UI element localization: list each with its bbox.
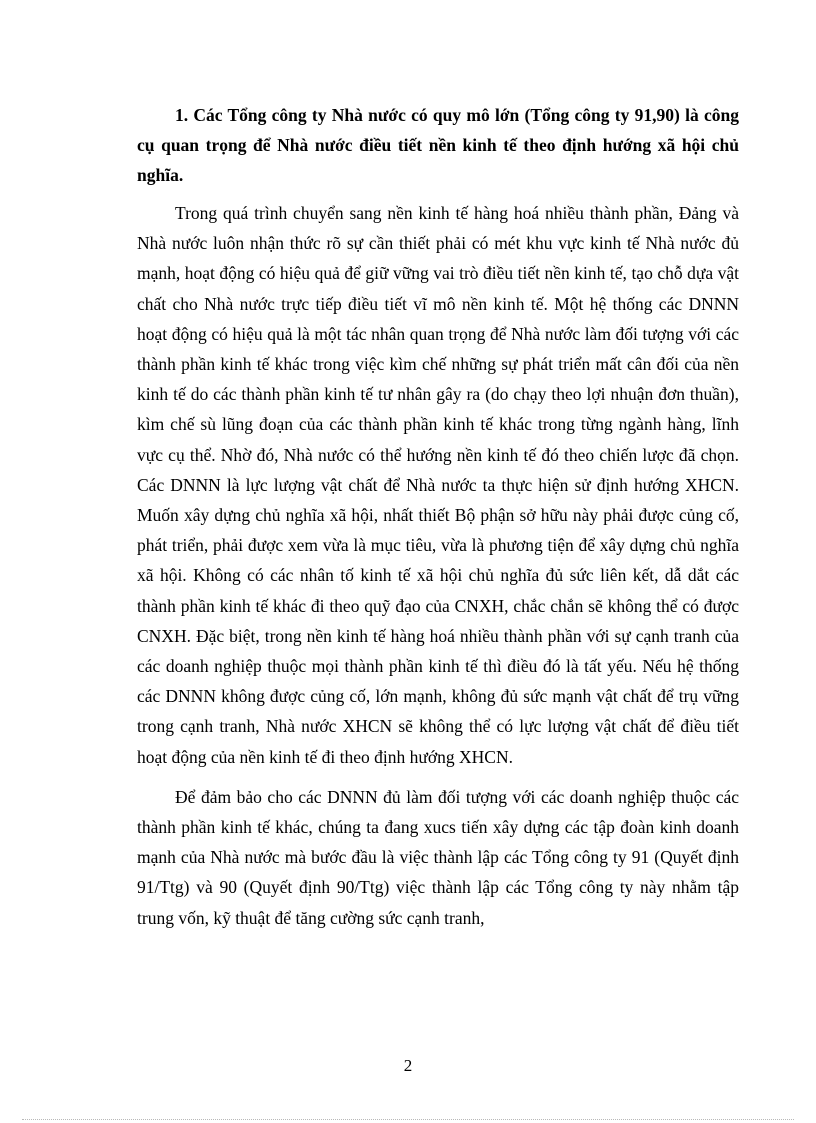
page-bottom-divider [22, 1119, 794, 1120]
page-number: 2 [403, 1056, 413, 1075]
body-paragraph: Trong quá trình chuyển sang nền kinh tế hàng hoá nhiều thành phần, Đảng và Nhà nước luôn nhận thức rõ sự cần thiết phải có mét khu vực kinh tế Nhà nước đủ mạnh, hoạt động có hiệu quả để giữ vững vai trò điều tiết nền kinh tế, tạo chỗ dựa vật chất cho Nhà nước trực tiếp điều tiết vĩ mô nền kinh tế. Một hệ thống các DNNN hoạt động có hiệu quả là một tác nhân quan trọng để Nhà nước làm đối tượng với các thành phần kinh tế khác trong việc kìm chế những sự phát triển mất cân đối của nền kinh tế do các thành phần kinh tế tư nhân gây ra (do chạy theo lợi nhuận đơn thuần), kìm chế sù lũng đoạn của các thành phần kinh tế khác trong từng ngành hàng, lĩnh vực cụ thể. Nhờ đó, Nhà nước có thể hướng nền kinh tế đó theo chiến lược đã chọn. Các DNNN là lực lượng vật chất để Nhà nước ta thực hiện sử định hướng XHCN. Muốn xây dựng chủ nghĩa xã hội, nhất thiết Bộ phận sở hữu này phải được củng cố, phát triển, phải được xem vừa là mục tiêu, vừa là phương tiện để xây dựng chủ nghĩa xã hội. Không có các nhân tố kinh tế xã hội chủ nghĩa đủ sức liên kết, dẫ dắt các thành phần kinh tế khác đi theo quỹ đạo của CNXH, chắc chắn sẽ không thể có được CNXH. Đặc biệt, trong nền kinh tế hàng hoá nhiều thành phần với sự cạnh tranh của các doanh nghiệp thuộc mọi thành phần kinh tế thì điều đó là tất yếu. Nếu hệ thống các DNNN không được củng cố, lớn mạnh, không đủ sức mạnh vật chất để trụ vững trong cạnh tranh, Nhà nước XHCN sẽ không thể có lực lượng vật chất để điều tiết hoạt động của nền kinh tế đi theo định hướng XHCN. [137, 203, 739, 767]
document-page [137, 100, 739, 943]
body-paragraph: Để đảm bảo cho các DNNN đủ làm đối tượng với các doanh nghiệp thuộc các thành phần kinh tế khác, chúng ta đang xucs tiến xây dựng các tập đoàn kinh doanh mạnh của Nhà nước mà bước đầu là việc thành lập các Tổng công ty 91 (Quyết định 91/Ttg) và 90 (Quyết định 90/Ttg) việc thành lập các Tổng công ty này nhằm tập trung vốn, kỹ thuật để tăng cường sức cạnh tranh, [137, 786, 739, 928]
section-heading: 1. Các Tổng công ty Nhà nước có quy mô lớn (Tổng công ty 91,90) là công cụ quan trọng để Nhà nước điều tiết nền kinh tế theo định hướng xã hội chủ nghĩa. [137, 105, 739, 185]
